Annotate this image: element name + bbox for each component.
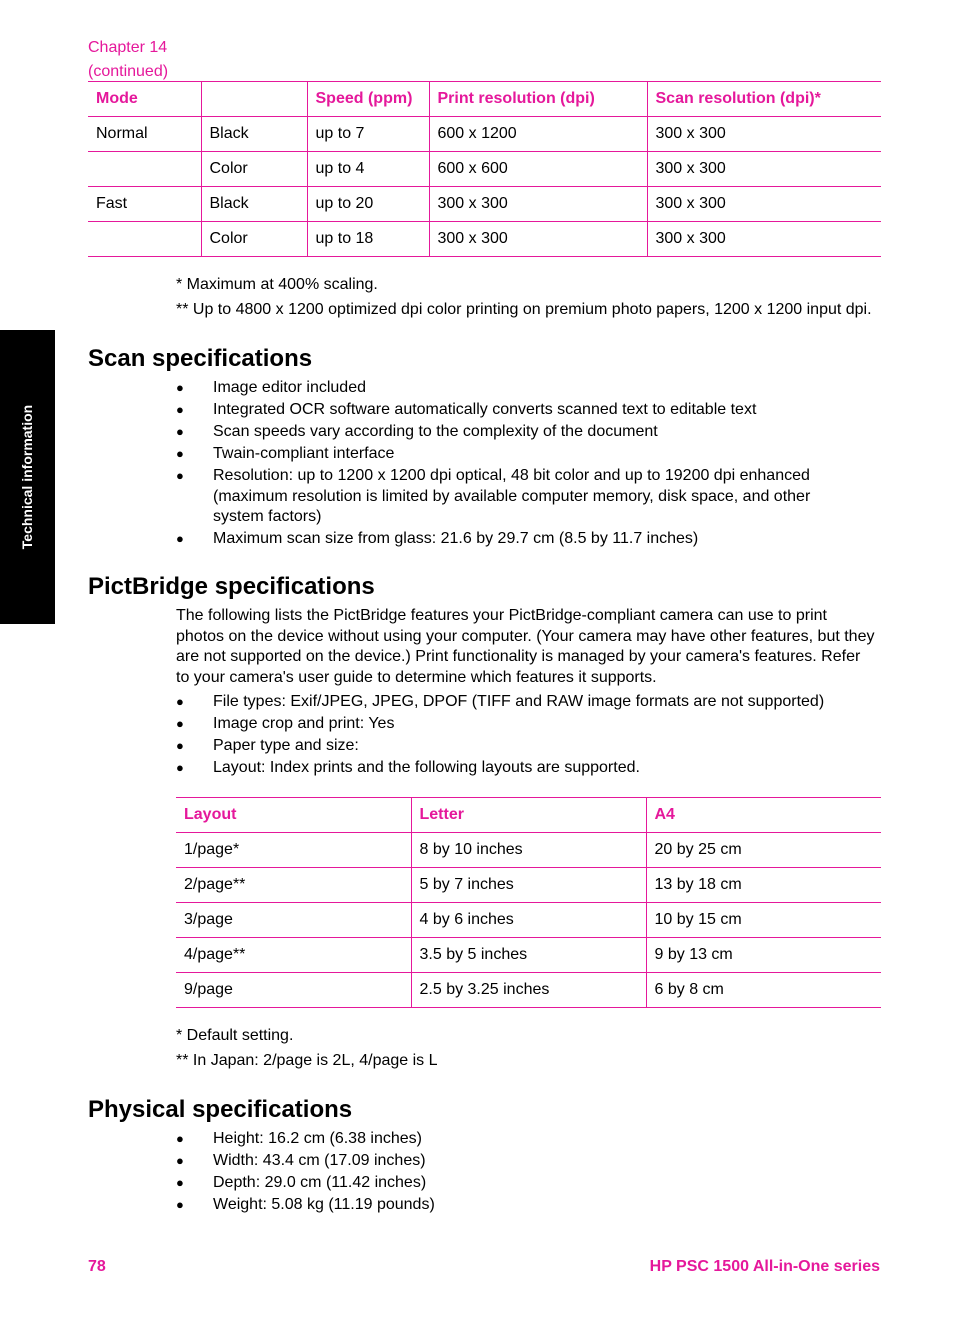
physical-list [176,1129,856,1217]
table-cell: 3.5 by 5 inches [411,938,646,973]
table-cell: Black [201,117,307,152]
table-cell: Fast [88,187,201,222]
list-item [176,758,856,779]
table-cell: 300 x 300 [429,187,647,222]
table-cell: 13 by 18 cm [646,868,881,903]
page-number: 78 [88,1258,106,1275]
table-cell: 4 by 6 inches [411,903,646,938]
table-cell: up to 18 [307,222,429,257]
list-item-text: Paper type and size: [213,737,359,754]
mode-table-header-print-resolution: Print resolution (dpi) [429,82,647,117]
product-name: HP PSC 1500 All-in-One series [649,1258,880,1275]
table-cell: 4/page** [176,938,411,973]
mode-table-header-mode: Mode [88,82,201,117]
bullet-icon: ● [176,694,184,709]
bullet-icon: ● [176,446,184,461]
table-row [176,903,881,938]
table-row [176,938,881,973]
pictbridge-heading: PictBridge specifications [88,573,375,600]
bullet-icon: ● [176,380,184,395]
table-cell: 20 by 25 cm [646,833,881,868]
chapter-header [88,36,168,84]
table-cell: 10 by 15 cm [646,903,881,938]
table-cell: up to 20 [307,187,429,222]
table-row [176,973,881,1008]
continued-label: (continued) [88,63,169,80]
list-item [176,444,856,465]
table-cell: 300 x 300 [647,152,881,187]
table-row [88,222,881,257]
list-item-text: File types: Exif/JPEG, JPEG, DPOF (TIFF and RAW image formats are not supported) [213,693,825,710]
pictbridge-intro: The following lists the PictBridge features your PictBridge-compliant camera can use to print photos on the device without using your computer. (Your camera may have other features, but they are not supported on the device.) Print functionality is managed by your camera's features. Refer to your camera's user guide to determine which features it supports. [176,607,875,686]
layout-table-header-row [176,798,881,833]
list-item-text: Integrated OCR software automatically converts scanned text to editable text [213,401,757,418]
list-item-text: Maximum scan size from glass: 21.6 by 29.7 cm (8.5 by 11.7 inches) [213,530,699,547]
bullet-icon: ● [176,1197,184,1212]
bullet-icon: ● [176,1175,184,1190]
table-cell: 300 x 300 [647,117,881,152]
list-item [176,400,856,421]
layout-table-header-letter: Letter [411,798,646,833]
mode-table-header-speed: Speed (ppm) [307,82,429,117]
bullet-icon: ● [176,531,184,546]
bullet-icon: ● [176,424,184,439]
bullet-icon: ● [176,468,184,483]
physical-heading: Physical specifications [88,1096,353,1123]
list-item-text: Resolution: up to 1200 x 1200 dpi optical, 48 bit color and up to 19200 dpi enhanced (maximum resolution is limited by available computer memory, disk space, and other system factors) [213,467,811,525]
table-cell: 2.5 by 3.25 inches [411,973,646,1008]
list-item-text: Image editor included [213,379,366,396]
list-item-text: Weight: 5.08 kg (11.19 pounds) [213,1196,435,1213]
table-cell: 5 by 7 inches [411,868,646,903]
layout-table-header-a4: A4 [646,798,881,833]
list-item [176,1151,856,1172]
table-cell: 600 x 600 [429,152,647,187]
list-item [176,1129,856,1150]
table-cell: Color [201,152,307,187]
table-cell: Black [201,187,307,222]
table-row [88,152,881,187]
table-cell: 3/page [176,903,411,938]
list-item [176,714,856,735]
list-item [176,1173,856,1194]
mode-table-header-scan-resolution: Scan resolution (dpi)* [647,82,881,117]
chapter-title: Chapter 14 [88,39,168,56]
bullet-icon: ● [176,738,184,753]
table-row [88,187,881,222]
bullet-icon: ● [176,1153,184,1168]
layout-table-header-layout: Layout [176,798,411,833]
list-item [176,736,856,757]
list-item [176,378,856,399]
list-item-text: Depth: 29.0 cm (11.42 inches) [213,1174,427,1191]
table-cell: 8 by 10 inches [411,833,646,868]
table-cell: 1/page* [176,833,411,868]
list-item-text: Scan speeds vary according to the complexity of the document [213,423,658,440]
list-item [176,692,856,713]
layout-table [176,797,881,1008]
table-cell: up to 7 [307,117,429,152]
footnote-scaling: * Maximum at 400% scaling. [176,276,378,293]
table-cell [88,222,201,257]
list-item-text: Layout: Index prints and the following layouts are supported. [213,759,640,776]
mode-table-header-blank [201,82,307,117]
list-item-text: Image crop and print: Yes [213,715,395,732]
bullet-icon: ● [176,1131,184,1146]
list-item-text: Height: 16.2 cm (6.38 inches) [213,1130,422,1147]
scan-list [176,378,856,551]
mode-table-header-row [88,82,881,117]
side-tab-label: Technical information [19,404,35,550]
mode-table [88,81,881,257]
pictbridge-list [176,692,856,780]
table-cell: 9/page [176,973,411,1008]
list-item-text: Width: 43.4 cm (17.09 inches) [213,1152,426,1169]
table-cell [88,152,201,187]
bullet-icon: ● [176,760,184,775]
table-cell: up to 4 [307,152,429,187]
table-row [176,868,881,903]
table-row [176,833,881,868]
footnote-optimized-dpi: ** Up to 4800 x 1200 optimized dpi color printing on premium photo papers, 1200 x 1200 input dpi. [176,301,872,318]
table-row [88,117,881,152]
scan-heading: Scan specifications [88,345,313,372]
footnote-japan: ** In Japan: 2/page is 2L, 4/page is L [176,1052,438,1069]
list-item [176,1195,856,1216]
list-item [176,529,856,550]
list-item [176,422,856,443]
table-cell: Color [201,222,307,257]
table-cell: 9 by 13 cm [646,938,881,973]
table-cell: 2/page** [176,868,411,903]
list-item-text: Twain-compliant interface [213,445,395,462]
table-cell: 600 x 1200 [429,117,647,152]
table-cell: Normal [88,117,201,152]
table-cell: 300 x 300 [647,187,881,222]
bullet-icon: ● [176,716,184,731]
bullet-icon: ● [176,402,184,417]
table-cell: 6 by 8 cm [646,973,881,1008]
list-item [176,466,856,528]
table-cell: 300 x 300 [429,222,647,257]
table-cell: 300 x 300 [647,222,881,257]
footnote-default-setting: * Default setting. [176,1027,294,1044]
